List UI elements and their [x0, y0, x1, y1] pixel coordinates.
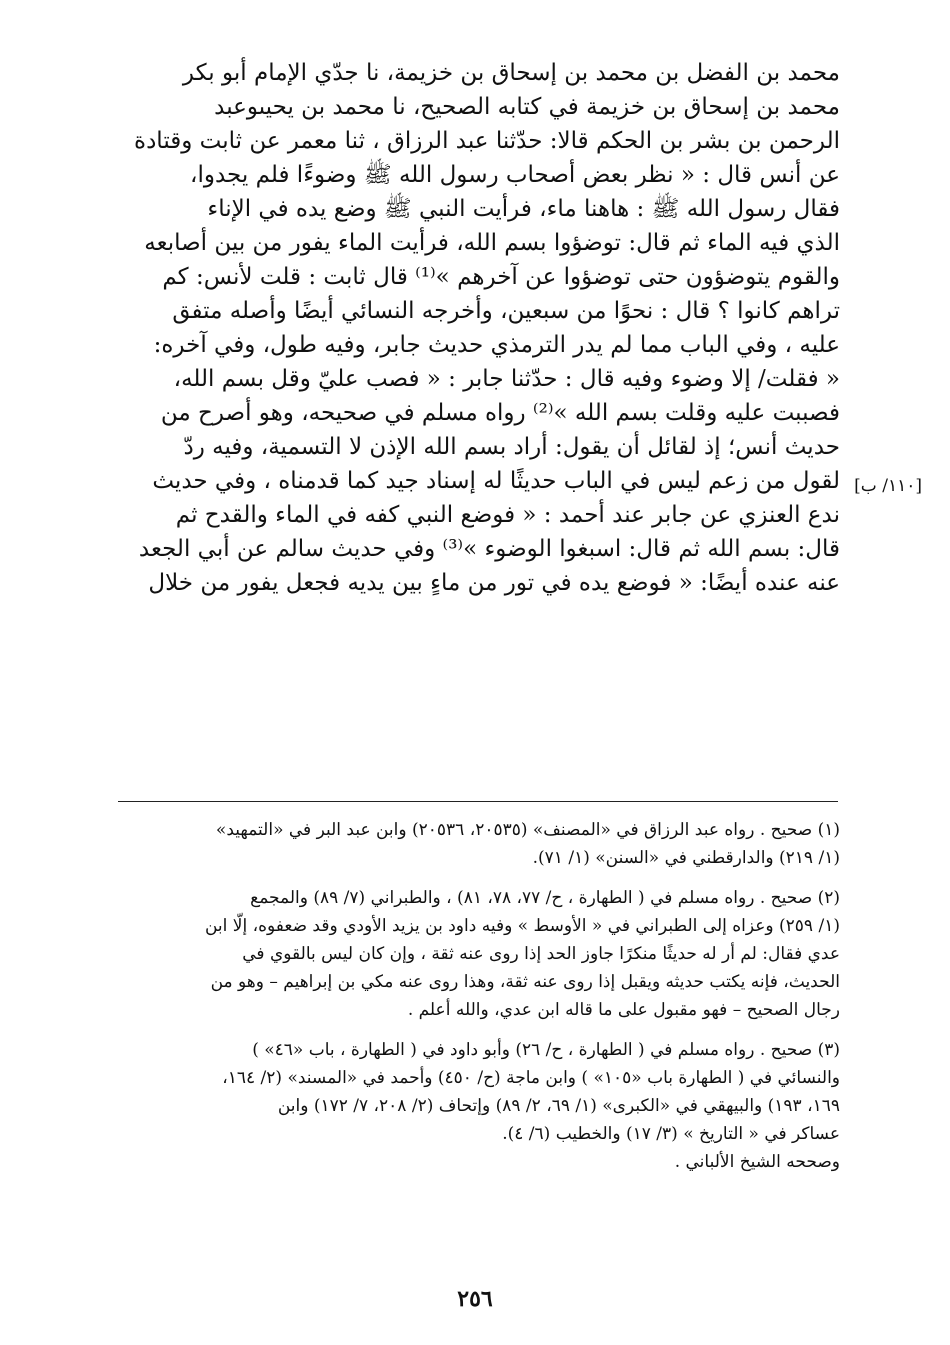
- main-text-line: فقال رسول الله ﷺ : هاهنا ماء، فرأيت النبي ﷺ وضع يده في الإناء: [207, 196, 840, 222]
- footnote-line: (١/ ٢١٩) والدارقطني في «السنن» (١/ ٧١).: [532, 848, 840, 868]
- footnotes: [120, 816, 840, 1188]
- main-text-line: ندع العنزي عن جابر عند أحمد : « فوضع النبي كفه في الماء والقدح ثم: [175, 502, 840, 528]
- main-text-line: فصببت عليه وقلت بسم الله »⁽²⁾ رواه مسلم في صحيحه، وهو أصرح من: [160, 400, 840, 426]
- footnote-line: ١٦٩، ١٩٣) والبيهقي في «الكبرى» (١/ ٦٩، ٢/ ٨٩) وإتحاف (٢/ ٢٠٨، ٧/ ١٧٢) وابن: [277, 1096, 840, 1116]
- footnote-line: وصححه الشيخ الألباني .: [674, 1152, 840, 1172]
- footnote-line: (٢) صحيح . رواه مسلم في ( الطهارة ، ح/ ٧٧، ٧٨، ٨١) ، والطبراني (٧/ ٨٩) والمجمع: [250, 888, 840, 908]
- main-text-line: الرحمن بن بشر بن الحكم قالا: حدّثنا عبد الرزاق ، ثنا معمر عن ثابت وقتادة: [134, 128, 840, 154]
- footnote-line: الحديث، فإنه يكتب حديثه ويقبل إذا روى عنه ثقة، وهذا روى عنه مكي بن إبراهيم – وهو من: [210, 972, 840, 992]
- main-text-line: قال: بسم الله ثم قال: اسبغوا الوضوء »⁽³⁾ وفي حديث سالم عن أبي الجعد: [138, 536, 840, 562]
- footnote-2: [120, 884, 840, 1024]
- page-number: ٢٥٦: [457, 1286, 493, 1312]
- main-text-line: تراهم كانوا ؟ قال : نحوًا من سبعين، وأخرجه النسائي أيضًا وأصله متفق: [172, 298, 840, 324]
- main-text-line: الذي فيه الماء ثم قال: توضؤوا بسم الله، فرأيت الماء يفور من بين أصابعه: [144, 230, 840, 256]
- footnote-line: (١) صحيح . رواه عبد الرزاق في «المصنف» (٢٠٥٣٥، ٢٠٥٣٦) وابن عبد البر في «التمهيد»: [215, 820, 840, 840]
- main-text-line: حديث أنس؛ إذ لقائل أن يقول: أراد بسم الله الإذن لا التسمية، وفيه ردّ: [183, 434, 840, 460]
- main-text-line: عنه عنده أيضًا: « فوضع يده في تور من ماءٍ بين يديه فجعل يفور من خلال: [148, 570, 840, 596]
- main-text-line: عن أنس قال : « نظر بعض أصحاب رسول الله ﷺ وضوءًا فلم يجدوا،: [190, 162, 840, 188]
- footnote-line: (٣) صحيح . رواه مسلم في ( الطهارة ، ح/ ٢٦) وأبو داود في ( الطهارة ، باب «٤٦» ): [252, 1040, 840, 1060]
- main-text-body: [120, 56, 840, 600]
- footnote-line: عساكر في « التاريخ » (٣/ ١٧) والخطيب (٦/ ٤).: [502, 1124, 840, 1144]
- footnote-1: [120, 816, 840, 872]
- footnote-line: عدي فقال: لم أر له حديثًا منكرًا جاوز الحد إذا روى عنه ثقة ، وإن كان ليس بالقوي في: [242, 944, 840, 964]
- main-text-line: « فقلت/ إلا وضوء وفيه قال : حدّثنا جابر : « فصب عليّ وقل بسم الله،: [173, 366, 840, 392]
- footnote-line: رجال الصحيح – فهو مقبول على ما قاله ابن عدي، والله أعلم .: [407, 1000, 840, 1020]
- footnote-line: والنسائي في ( الطهارة باب «١٠٥» ) وابن ماجة (ح/ ٤٥٠) وأحمد في «المسند» (٢/ ١٦٤،: [222, 1068, 840, 1088]
- footnote-separator: [118, 801, 838, 802]
- main-text-line: والقوم يتوضؤون حتى توضؤوا عن آخرهم »⁽¹⁾ قال ثابت : قلت لأنس: كم: [162, 264, 840, 290]
- manuscript-folio-marker: [١١٠/ ب]: [854, 476, 922, 496]
- footnote-line: (١/ ٢٥٩) وعزاه إلى الطبراني في « الأوسط » وفيه داود بن يزيد الأودي وقد ضعفوه، إلّا ابن: [204, 916, 840, 936]
- main-text-line: لقول من زعم ليس في الباب حديثًا له إسناد جيد كما قدمناه ، وفي حديث: [152, 468, 840, 494]
- main-text-line: محمد بن الفضل بن محمد بن إسحاق بن خزيمة، نا جدّي الإمام أبو بكر: [182, 60, 840, 86]
- footnote-3: [120, 1036, 840, 1176]
- main-text-line: عليه ، وفي الباب مما لم يدر الترمذي حديث جابر، وفيه طول، وفي آخره:: [153, 332, 840, 358]
- main-text-line: محمد بن إسحاق بن خزيمة في كتابه الصحيح، نا محمد بن يحيىوعبد: [214, 94, 840, 120]
